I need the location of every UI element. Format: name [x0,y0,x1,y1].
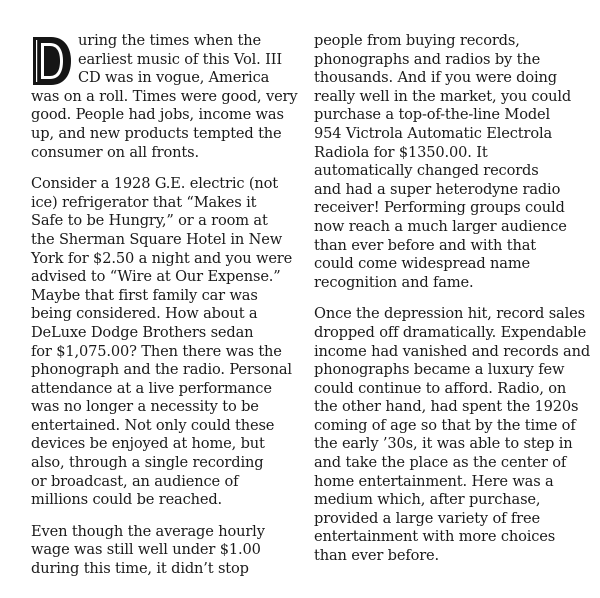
text-line: for $1,075.00? Then there was the [31,342,282,360]
text-line: coming of age so that by the time of [314,416,576,434]
text-line: up, and new products tempted the [31,124,282,142]
right-column [314,32,591,579]
text-line: York for $2.50 a night and you were [31,249,293,267]
text-line: was no longer a necessity to be [31,398,259,416]
text-line: automatically changed records [314,162,539,180]
text-line: being considered. How about a [31,305,258,323]
text-line: phonographs and radios by the [314,50,541,68]
text-line: could continue to afford. Radio, on [314,379,567,397]
text-line: phonographs became a luxury few [314,361,565,379]
text-line: attendance at a live performance [31,379,272,397]
text-line: Even though the average hourly [31,522,265,540]
text-line: millions could be reached. [31,491,223,509]
text-line: medium which, after purchase, [314,491,541,509]
dropcap-ornament-icon [31,35,73,87]
text-line: the early ’30s, it was able to step in [314,435,573,453]
text-line: dropped off dramatically. Expendable [314,323,587,341]
text-line: devices be enjoyed at home, but [31,435,265,453]
text-line: and had a super heterodyne radio [314,180,561,198]
text-line: people from buying records, [314,32,520,49]
text-line: also, through a single recording [31,454,264,472]
text-line: CD was in vogue, America [78,69,270,87]
text-line: the other hand, had spent the 1920s [314,398,579,416]
text-line: thousands. And if you were doing [314,69,557,87]
text-line: consumer on all fronts. [31,143,199,161]
text-line: earliest music of this Vol. III [78,50,282,68]
text-line: now reach a much larger audience [314,217,567,235]
left-paragraph-1 [31,32,298,162]
text-line: Once the depression hit, record sales [314,305,585,323]
text-line: the Sherman Square Hotel in New [31,230,283,248]
text-line: income had vanished and records and [314,342,591,360]
text-line: ice) refrigerator that “Makes it [31,193,257,211]
text-line: could come widespread name [314,255,531,273]
right-paragraph-2 [314,305,591,565]
text-line: entertainment with more choices [314,528,556,546]
text-line: Maybe that first family car was [31,286,258,304]
right-paragraph-1 [314,32,580,292]
text-line: provided a large variety of free [314,509,540,527]
text-line: uring the times when the [78,32,261,49]
text-line: purchase a top-of-the-line Model [314,106,551,124]
text-line: entertained. Not only could these [31,416,275,434]
text-line: than ever before. [314,547,440,565]
text-line: good. People had jobs, income was [31,106,284,124]
text-line: recognition and fame. [314,273,474,291]
dropcap [31,35,73,87]
text-line: phonograph and the radio. Personal [31,361,292,379]
text-line: DeLuxe Dodge Brothers sedan [31,323,254,341]
text-line: 954 Victrola Automatic Electrola [314,124,553,142]
text-line: or broadcast, an audience of [31,472,239,490]
left-paragraph-3 [31,523,291,579]
text-line: than ever before and with that [314,236,537,254]
text-line: receiver! Performing groups could [314,199,565,217]
left-paragraph-2 [31,175,291,510]
text-line: advised to “Wire at Our Expense.” [31,268,281,286]
text-line: home entertainment. Here was a [314,472,554,490]
text-line: was on a roll. Times were good, very [31,87,298,105]
left-column [31,32,298,592]
text-line: Radiola for $1350.00. It [314,143,488,161]
text-line: during this time, it didn’t stop [31,560,249,578]
text-line: wage was still well under $1.00 [31,541,261,559]
text-line: and take the place as the center of [314,454,567,472]
text-line: Consider a 1928 G.E. electric (not [31,175,279,193]
text-line: really well in the market, you could [314,87,572,105]
text-line: Safe to be Hungry,” or a room at [31,212,268,230]
